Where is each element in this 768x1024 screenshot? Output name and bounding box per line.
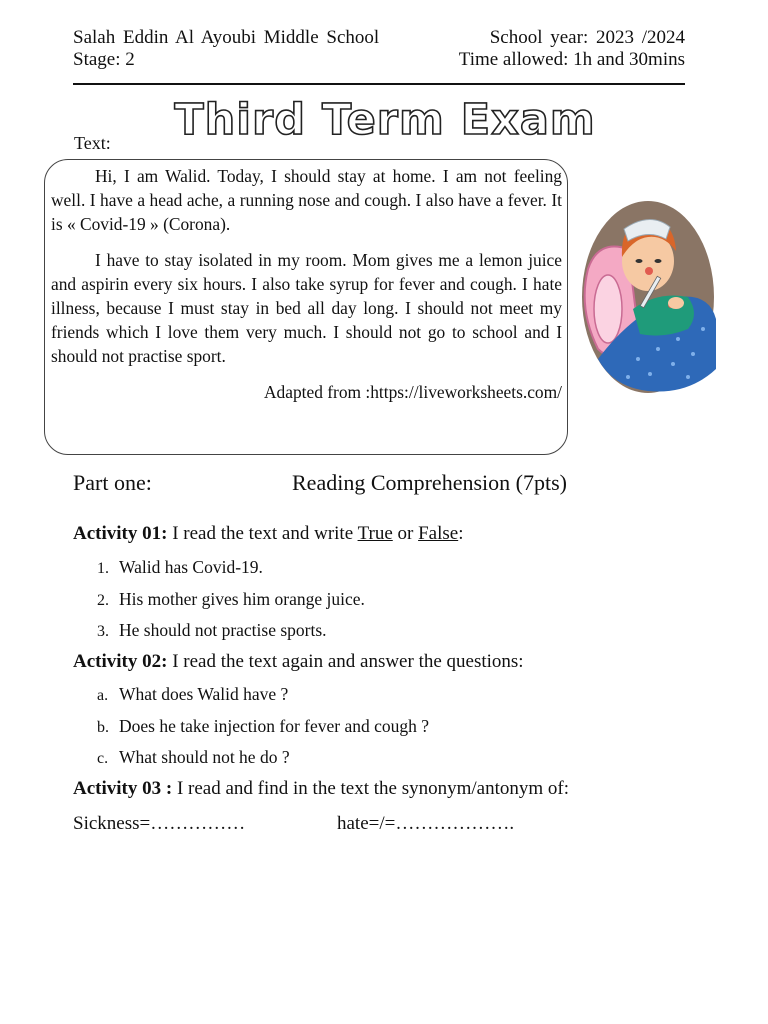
activity-1-label: Activity 01:: [73, 523, 168, 544]
activity-1-instruction: I read the text and write: [167, 523, 358, 544]
list-item-text: What does Walid have ?: [119, 684, 289, 704]
exam-title: Third Term Exam: [174, 95, 596, 145]
list-item-text: What should not he do ?: [119, 747, 290, 767]
list-item-number: 2.: [97, 592, 109, 609]
list-item-letter: a.: [97, 687, 109, 704]
reading-text-box: [44, 159, 568, 455]
list-item-text: He should not practise sports.: [119, 620, 327, 640]
activity-3-label: Activity 03 :: [73, 778, 173, 799]
list-item-number: 1.: [97, 560, 109, 577]
list-item: [97, 715, 429, 739]
synonym-blank: Sickness=……………: [73, 813, 246, 834]
activity-2-label: Activity 02:: [73, 651, 168, 672]
header-row-2: [73, 49, 685, 71]
list-item: [97, 556, 263, 580]
stage: Stage: 2: [73, 49, 135, 70]
sick-boy-in-bed-illustration: [578, 199, 716, 395]
word-or: or: [392, 523, 419, 544]
reading-paragraph-2: I have to stay isolated in my room. Mom gives me a lemon juice and aspirin every six hours. I also take syrup for fever and cough. I hate illness, because I must stay in bed all day long. I should not meet my friends which I love them very much. I should not go to school and I should not practise sport.: [51, 250, 562, 366]
reading-source: Adapted from :https://liveworksheets.com/: [263, 382, 562, 402]
part-one-label: Part one:: [73, 470, 152, 495]
list-item-letter: c.: [97, 750, 109, 767]
header-row-1: [73, 27, 685, 49]
list-item: [97, 683, 288, 707]
school-year: School year: 2023 /2024: [489, 27, 685, 48]
activity-1-heading: [73, 522, 463, 546]
activity-2-instruction: I read the text again and answer the questions:: [167, 651, 524, 672]
list-item: [97, 588, 365, 612]
antonym-blank: hate=/=……………….: [337, 813, 515, 834]
header-divider: [73, 83, 685, 85]
list-item-number: 3.: [97, 623, 109, 640]
list-item-letter: b.: [97, 719, 109, 736]
reading-paragraph-1: Hi, I am Walid. Today, I should stay at home. I am not feeling well. I have a head ache, a running nose and cough. I also have a fever. It is « Covid-19 » (Corona).: [51, 166, 562, 234]
list-item: [97, 619, 327, 643]
activity-3-instruction: I read and find in the text the synonym/antonym of:: [172, 778, 570, 799]
school-name: Salah Eddin Al Ayoubi Middle School: [73, 27, 380, 48]
list-item-text: Does he take injection for fever and cough ?: [119, 716, 430, 736]
list-item: [97, 746, 290, 770]
activity-2-heading: [73, 650, 524, 674]
word-false: False: [418, 523, 459, 544]
text-label: Text:: [74, 133, 111, 153]
list-item-text: Walid has Covid-19.: [119, 557, 263, 577]
part-one-title: Reading Comprehension (7pts): [292, 470, 567, 495]
list-item-text: His mother gives him orange juice.: [119, 589, 365, 609]
time-allowed: Time allowed: 1h and 30mins: [458, 49, 685, 70]
word-true: True: [357, 523, 393, 544]
colon: :: [458, 523, 464, 544]
activity-3-heading: [73, 777, 569, 801]
